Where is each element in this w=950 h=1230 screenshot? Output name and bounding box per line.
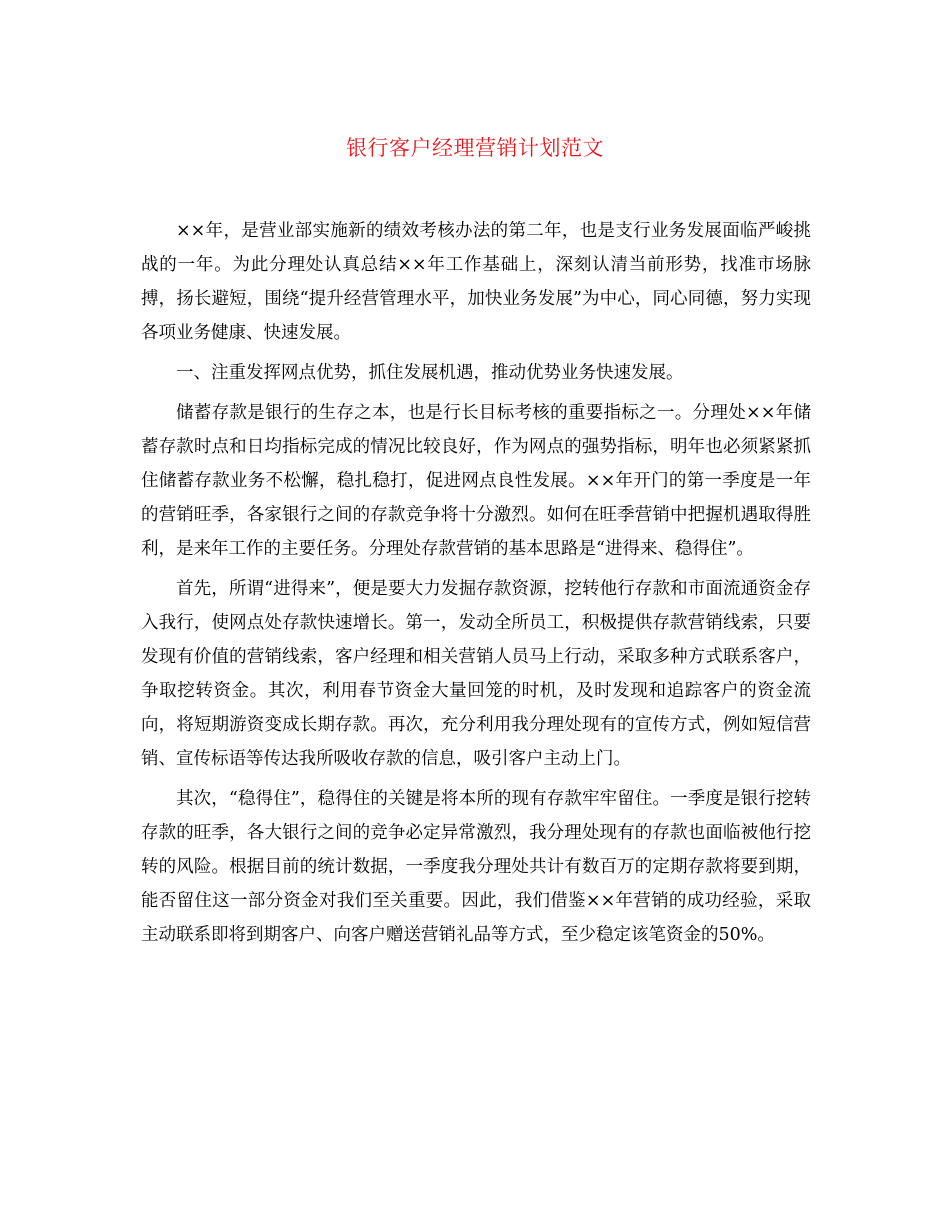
paragraph-retain: 其次，“稳得住”，稳得住的关键是将本所的现有存款牢牢留住。一季度是银行挖转存款的旺季，各大银行之间的竞争必定异常激烈，我分理处现有的存款也面临被他行挖转的风险。根据目前的统计数据，一季度我分理处共计有数百万的定期存款将要到期，能否留住这一部分资金对我们至关重要。因此，我们借鉴××年营销的成功经验，采取主动联系即将到期客户、向客户赠送营销礼品等方式，至少稳定该笔资金的50%。 (141, 789, 811, 945)
paragraph-bring-in: 首先，所谓“进得来”，便是要大力发掘存款资源，挖转他行存款和市面流通资金存入我行，使网点处存款快速增长。第一，发动全所员工，积极提供存款营销线索，只要发现有价值的营销线索，客户经理和相关营销人员马上行动，采取多种方式联系客户，争取挖转资金。其次，利用春节资金大量回笼的时机，及时发现和追踪客户的资金流向，将短期游资变成长期存款。再次，充分利用我分理处现有的宣传方式，例如短信营销、宣传标语等传达我所吸收存款的信息，吸引客户主动上门。 (141, 579, 811, 769)
paragraph-intro: ××年，是营业部实施新的绩效考核办法的第二年，也是支行业务发展面临严峻挑战的一年。为此分理处认真总结××年工作基础上，深刻认清当前形势，找准市场脉搏，扬长避短，围绕“提升经营管理水平，加快业务发展”为中心，同心同德，努力实现各项业务健康、快速发展。 (141, 221, 811, 343)
paragraph-section-heading: 一、注重发挥网点优势，抓住发展机遇，推动优势业务快速发展。 (176, 363, 684, 383)
paragraph-savings: 储蓄存款是银行的生存之本，也是行长目标考核的重要指标之一。分理处××年储蓄存款时点和日均指标完成的情况比较良好，作为网点的强势指标，明年也必须紧紧抓住储蓄存款业务不松懈，稳扎稳打，促进网点良性发展。××年开门的第一季度是一年的营销旺季，各家银行之间的存款竞争将十分激烈。如何在旺季营销中把握机遇取得胜利，是来年工作的主要任务。分理处存款营销的基本思路是“进得来、稳得住”。 (141, 403, 811, 559)
document-body (141, 214, 811, 958)
document-title: 银行客户经理营销计划范文 (346, 136, 604, 160)
